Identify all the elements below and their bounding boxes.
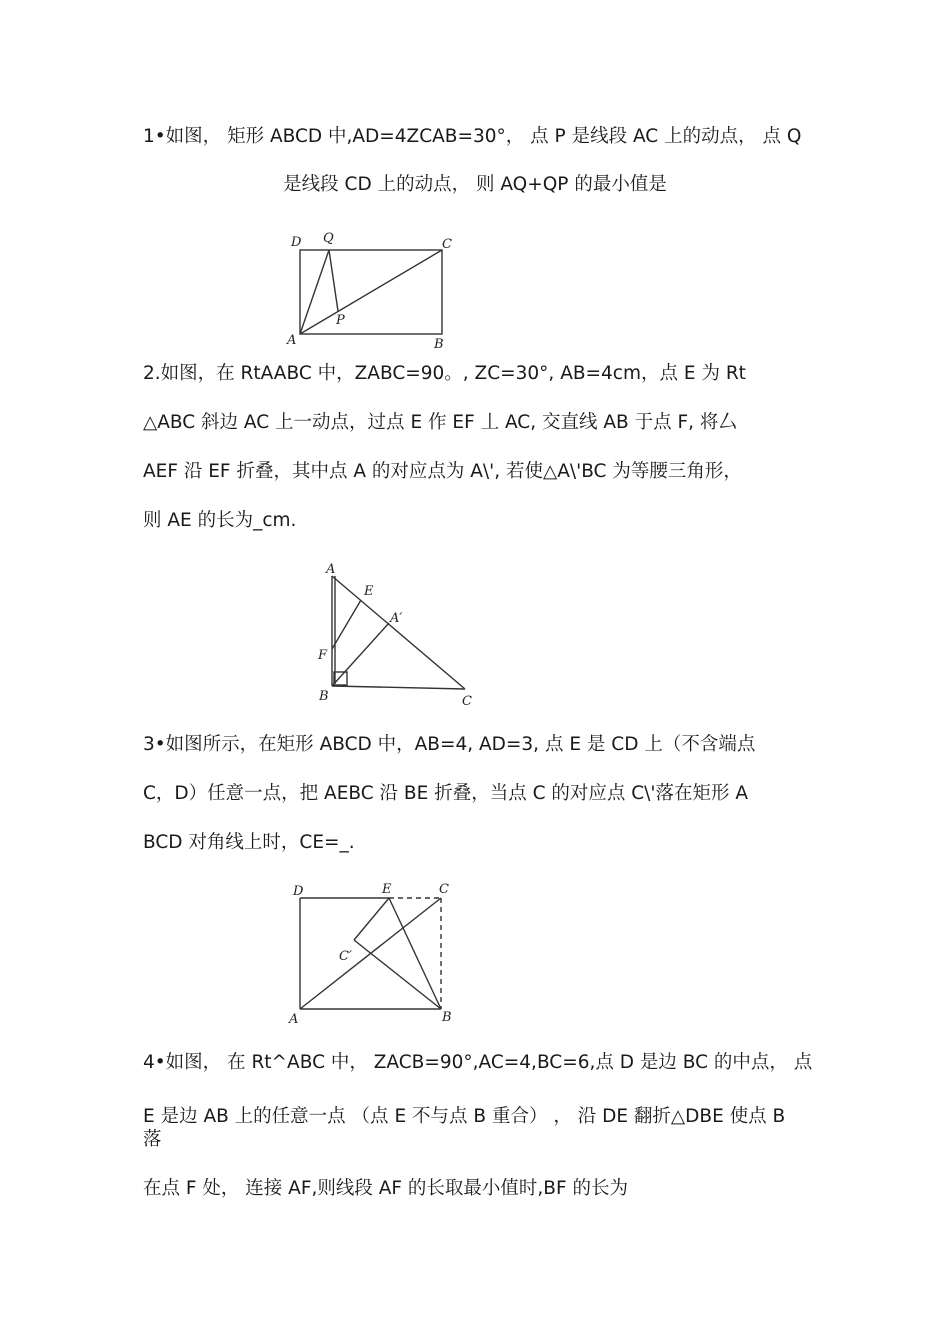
fig1-label-A: A bbox=[287, 333, 297, 348]
fig3-label-C: C bbox=[439, 882, 449, 897]
fig1-label-D: D bbox=[291, 235, 302, 250]
problem-3-line-1: 3•如图所示，在矩形 ABCD 中，AB=4, AD=3, 点 E 是 CD 上（不含端点 bbox=[143, 734, 756, 755]
fig2-label-A: A bbox=[326, 562, 336, 577]
fig2-label-E: E bbox=[364, 584, 374, 599]
problem-2-line-3: AEF 沿 EF 折叠，其中点 A 的对应点为 A\', 若使△A\'BC 为等腰三角形， bbox=[143, 461, 742, 482]
problem-3-line-2: C，D）任意一点，把 AEBC 沿 BE 折叠，当点 C 的对应点 C\'落在矩形 A bbox=[143, 783, 749, 804]
fig2-label-B: B bbox=[319, 689, 329, 704]
figure-2-triangle bbox=[310, 560, 490, 710]
problem-2-line-4: 则 AE 的长为_cm. bbox=[143, 510, 297, 531]
fig3-label-A: A bbox=[289, 1012, 299, 1027]
problem-4-line-1: 4•如图， 在 Rt^ABC 中， ZACB=90°,AC=4,BC=6,点 D 是边 BC 的中点， 点 bbox=[143, 1052, 813, 1073]
fig3-label-C-prime: C′ bbox=[339, 949, 352, 964]
fig3-label-E: E bbox=[382, 882, 392, 897]
problem-2-line-1: 2.如图，在 RtAABC 中，ZABC=90。, ZC=30°, AB=4cm，点 E 为 Rt bbox=[143, 363, 746, 384]
figure-1-rectangle bbox=[285, 226, 465, 354]
figure-3-rectangle-fold bbox=[283, 878, 468, 1028]
problem-1-line-1: 1•如图， 矩形 ABCD 中,AD=4ZCAB=30°， 点 P 是线段 AC 上的动点， 点 Q bbox=[143, 126, 802, 147]
problem-4-line-4: 在点 F 处， 连接 AF,则线段 AF 的长取最小值时,BF 的长为 bbox=[143, 1178, 628, 1199]
fig3-label-B: B bbox=[442, 1010, 452, 1025]
fig1-label-C: C bbox=[442, 237, 452, 252]
problem-1-line-2: 是线段 CD 上的动点， 则 AQ+QP 的最小值是 bbox=[283, 174, 667, 195]
problem-4-line-2: E 是边 AB 上的任意一点 （点 E 不与点 B 重合） ， 沿 DE 翻折△DBE 使点 B bbox=[143, 1106, 786, 1127]
fig1-label-Q: Q bbox=[323, 231, 334, 246]
fig3-label-D: D bbox=[293, 884, 304, 899]
problem-4-line-3: 落 bbox=[143, 1129, 162, 1150]
fig2-label-C: C bbox=[462, 694, 472, 709]
problem-2-line-2: △ABC 斜边 AC 上一动点，过点 E 作 EF 丄 AC, 交直线 AB 于点 F, 将厶 bbox=[143, 412, 737, 433]
fig1-label-P: P bbox=[336, 313, 345, 328]
fig2-label-A-prime: A′ bbox=[390, 611, 403, 626]
fig1-label-B: B bbox=[434, 337, 444, 352]
fig2-label-F: F bbox=[318, 648, 328, 663]
problem-3-line-3: BCD 对角线上时，CE=_. bbox=[143, 832, 355, 853]
